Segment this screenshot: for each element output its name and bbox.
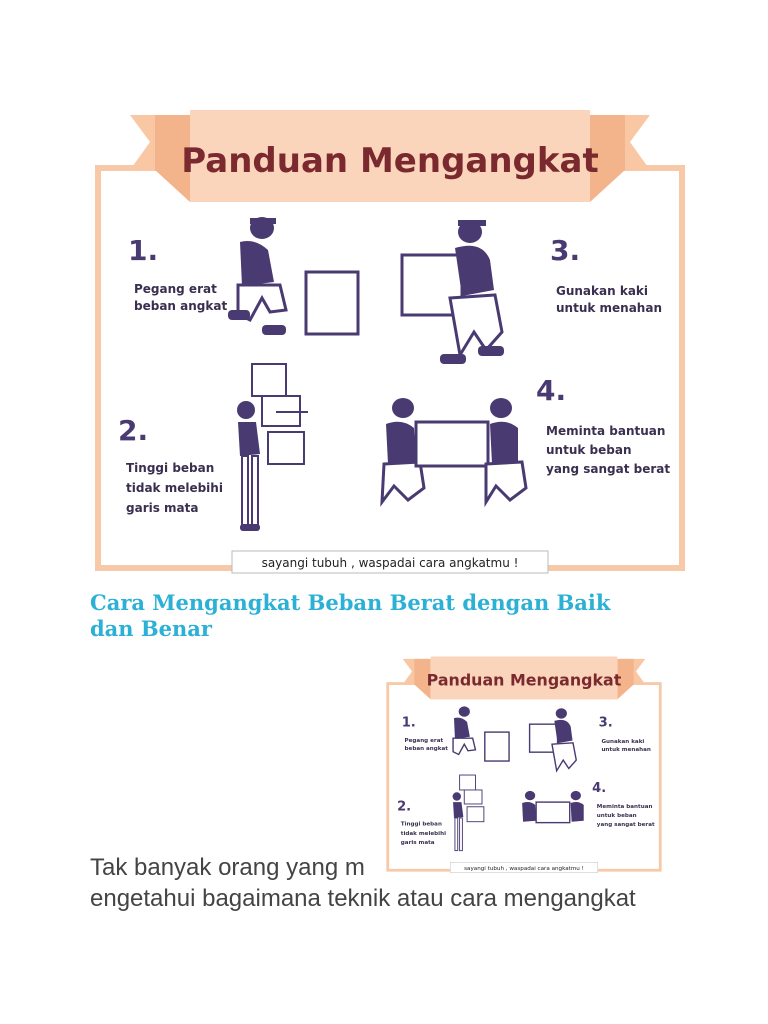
small-step-2-line-2: tidak melebihi — [400, 830, 447, 837]
body-line-1: Tak banyak orang yang m — [90, 854, 365, 881]
step-1-line-2: beban angkat — [134, 299, 228, 313]
small-step-4-line-2: untuk beban — [596, 813, 637, 820]
small-step-2-line-3: garis mata — [400, 840, 435, 847]
footer-slogan: sayangi tubuh , waspadai cara angkatmu ! — [261, 556, 519, 570]
step-3-number: 3. — [550, 234, 581, 267]
step-2-line-2: tidak melebihi — [126, 481, 223, 495]
small-poster-title: Panduan Mengangkat — [426, 670, 622, 690]
step-1-number: 1. — [128, 234, 159, 267]
step-3-line-2: untuk menahan — [556, 301, 662, 315]
step-4-line-2: untuk beban — [546, 443, 632, 457]
small-step-4-number: 4. — [592, 780, 607, 796]
small-footer-slogan: sayangi tubuh , waspadai cara angkatmu ! — [464, 865, 584, 872]
step-2-line-3: garis mata — [126, 501, 199, 515]
large-poster — [90, 110, 690, 575]
small-step-3-line-2: untuk menahan — [601, 746, 651, 753]
small-step-2-line-1: Tinggi beban — [400, 821, 442, 828]
step-1-line-1: Pegang erat — [134, 282, 217, 296]
small-step-1-number: 1. — [401, 715, 416, 731]
small-step-1-line-1: Pegang erat — [404, 737, 444, 744]
small-poster — [384, 652, 664, 878]
body-line-2: engetahui bagaimana teknik atau cara mengangkat — [90, 885, 636, 912]
step-2-number: 2. — [118, 414, 149, 447]
article-body — [90, 852, 690, 914]
step-4-number: 4. — [536, 374, 567, 407]
step-4-line-1: Meminta bantuan — [546, 424, 666, 438]
small-step-3-line-1: Gunakan kaki — [601, 738, 645, 745]
step-4-line-3: yang sangat berat — [546, 462, 671, 476]
small-step-3-number: 3. — [598, 715, 613, 731]
small-step-2-number: 2. — [397, 799, 412, 815]
small-step-4-line-1: Meminta bantuan — [596, 804, 653, 811]
step-3-line-1: Gunakan kaki — [556, 284, 649, 298]
small-step-1-line-2: beban angkat — [404, 745, 448, 752]
small-step-4-line-3: yang sangat berat — [596, 821, 655, 828]
article-heading: Cara Mengangkat Beban Berat dengan Baik dan Benar — [90, 590, 611, 641]
step-2-line-1: Tinggi beban — [126, 461, 215, 475]
poster-title: Panduan Mengangkat — [181, 141, 599, 181]
